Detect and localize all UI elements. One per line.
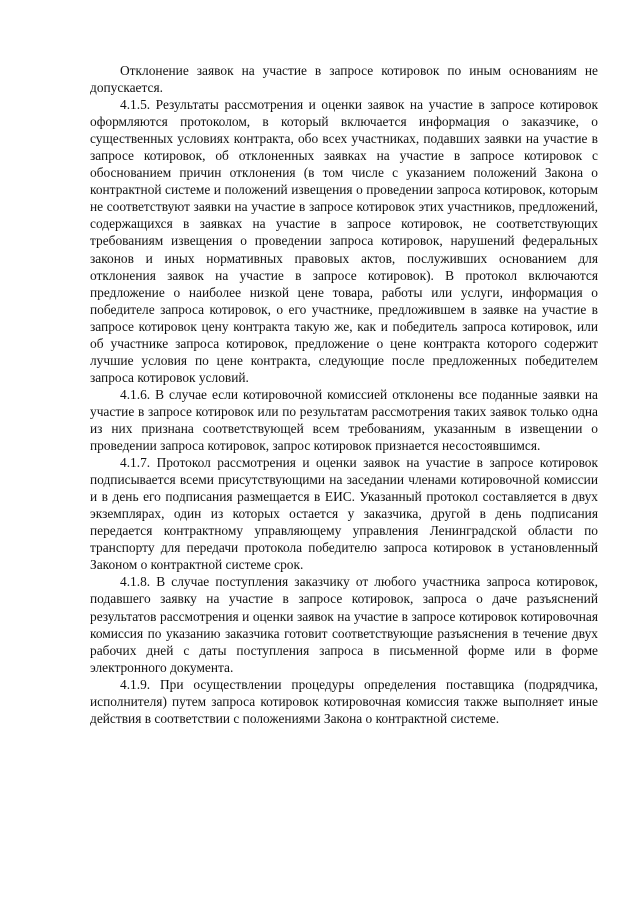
paragraph-4-1-9: 4.1.9. При осуществлении процедуры определения поставщика (подрядчика, исполнителя) путем запроса котировок котировочная комиссия также выполняет иные действия в соответствии с положениями Закона о контрактной системе. [90, 676, 598, 726]
document-page [90, 62, 598, 727]
paragraph-4-1-7: 4.1.7. Протокол рассмотрения и оценки заявок на участие в запросе котировок подписывается всеми присутствующими на заседании членами котировочной комиссии и в день его подписания размещается в ЕИС. Указанный протокол составляется в двух экземплярах, один из которых остается у заказчика, другой в день подписания передается контрактному управляющему управления Ленинградской области по транспорту для передачи протокола победителю запроса котировок в установленный Законом о контрактной системе срок. [90, 455, 598, 573]
paragraph-4-1-8: 4.1.8. В случае поступления заказчику от любого участника запроса котировок, подавшего заявку на участие в запросе котировок, запроса о даче разъяснений результатов рассмотрения и оценки заявок на участие в запросе котировок котировочная комиссия по указанию заказчика готовит соответствующие разъяснения в течение двух рабочих дней с даты поступления запроса в письменной форме или в форме электронного документа. [90, 574, 598, 675]
paragraph-4-1-6: 4.1.6. В случае если котировочной комиссией отклонены все поданные заявки на участие в запросе котировок или по результатам рассмотрения таких заявок только одна из них признана соответствующей всем требованиям, указанным в извещении о проведении запроса котировок, запрос котировок признается несостоявшимся. [90, 386, 598, 454]
paragraph-rejection-note: Отклонение заявок на участие в запросе котировок по иным основаниям не допускается. [90, 63, 598, 96]
paragraph-4-1-5: 4.1.5. Результаты рассмотрения и оценки заявок на участие в запросе котировок оформляются протоколом, в который включается информация о заказчике, о существенных условиях контракта, обо всех участниках, подавших заявки на участие в запросе котировок, об отклоненных заявках на участие в запросе котировок с обоснованием причин отклонения (в том числе с указанием положений Закона о контрактной системе и положений извещения о проведении запроса котировок, которым не соответствуют заявки на участие в запросе котировок этих участников, предложений, содержащихся в заявках на участие в запросе котировок, не соответствующих требованиям извещения о проведении запроса котировок, нарушений федеральных законов и иных нормативных правовых актов, послуживших основанием для отклонения заявок на участие в запросе котировок). В протокол включаются предложение о наиболее низкой цене товара, работы или услуги, информация о победителе запроса котировок, о его участнике, предложившем в заявке на участие в запросе котировок цену контракта такую же, как и победитель запроса котировок, или об участнике запроса котировок, предложение о цене контракта которого содержит лучшие условия по цене контракта, следующие после предложенных победителем запроса котировок условий. [90, 97, 598, 385]
